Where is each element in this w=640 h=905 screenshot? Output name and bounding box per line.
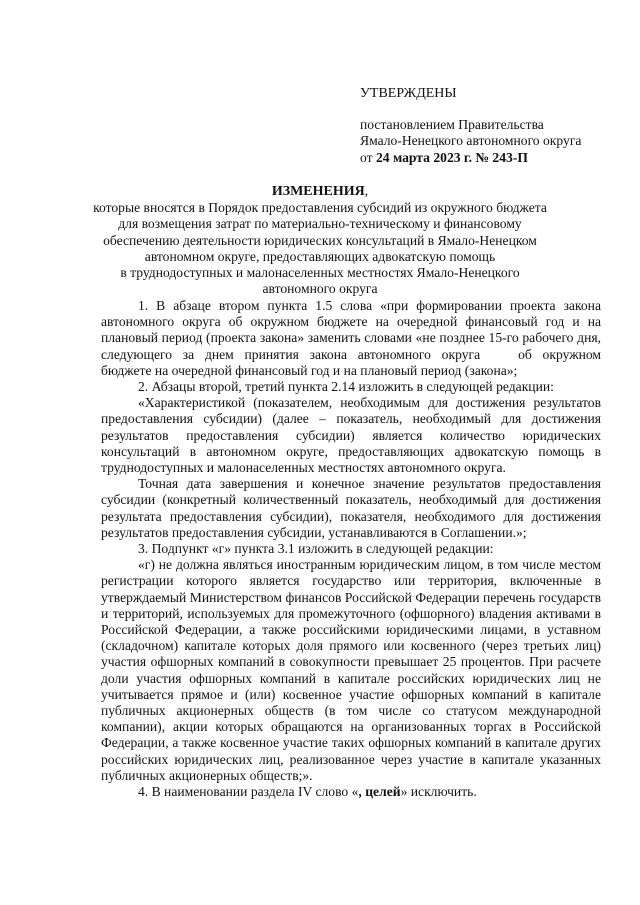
paragraph-4: Точная дата завершения и конечное значение результатов предоставления субсидии (конкретный количественный показатель, необходимый для достижения результата предоставления субсидии), показателя, необходимого для достижения результатов предоставления субсидии, устанавливаются в Соглашении.»; (101, 476, 601, 540)
title-subline-5: в труднодоступных и малонаселенных местностях Ямало-Ненецкого (120, 265, 520, 281)
title-subline-2: для возмещения затрат по материально-техническому и финансовому (118, 216, 522, 232)
document-body (101, 298, 601, 800)
paragraph-5: 3. Подпункт «г» пункта 3.1 изложить в следующей редакции: (138, 541, 494, 557)
approval-date-value: 24 марта 2023 г. № 243-П (375, 149, 528, 165)
paragraph-1: 1. В абзаце втором пункта 1.5 слова «при формировании проекта закона автономного округа об окружном бюджете на очередной финансовый год и на плановый период (проекта закона» заменить словами «не позднее 15-го рабочего дня, следующего за днем принятия закона автономного округа об окружном бюджете на очередной финансовый год и на плановый период (закона»; (101, 298, 602, 378)
paragraph-7: 4. В наименовании раздела IV слово «, целей» исключить. (138, 784, 477, 800)
approval-line-1: постановлением Правительства (360, 117, 544, 133)
title-subline-3: обеспечению деятельности юридических консультаций в Ямало-Ненецком (103, 232, 537, 248)
title-subline-1: которые вносятся в Порядок предоставления субсидий из окружного бюджета (93, 200, 547, 216)
paragraph-6: «г) не должна являться иностранным юридическим лицом, в том числе местом регистрации которого является государство или территория, включенные в утверждаемый Министерством финансов Российской Федерации перечень государств и территорий, используемых для промежуточного (офшорного) владения активами в Российской Федерации, а также российскими юридическими лицами, в уставном (складочном) капитале которых доля прямого или косвенного (через третьих лиц) участия офшорных компаний в совокупности превышает 25 процентов. При расчете доли участия офшорных компаний в капитале российских юридических лиц не учитывается прямое и (или) косвенное участие офшорных компаний в капитале публичных акционерных обществ (в том числе со статусом международной компании), акции которых обращаются на организованных торгах в Российской Федерации, а также косвенное участие таких офшорных компаний в капитале других российских юридических лиц, реализованное через участие в капитале указанных публичных акционерных обществ;». (101, 557, 601, 783)
approval-date-prefix: от (360, 149, 373, 165)
document-title: ИЗМЕНЕНИЯ, (271, 183, 369, 199)
approval-heading: УТВЕРЖДЕНЫ (360, 86, 457, 101)
approval-block (360, 86, 630, 166)
title-subline-4: автономном округе, предоставляющих адвокатскую помощь (144, 248, 496, 264)
paragraph-2: 2. Абзацы второй, третий пункта 2.14 изложить в следующей редакции: (138, 379, 554, 395)
bold-phrase: , целей (358, 784, 401, 800)
approval-date-line (360, 150, 630, 166)
document-title-block (60, 183, 580, 297)
paragraph-3: «Характеристикой (показателем, необходимым для достижения результатов предоставления субсидии) (далее – показатель, необходимый для достижения результатов предоставления субсидии) является количество юридических консультаций в автономном округе, предоставляющих адвокатскую помощь в труднодоступных и малонаселенных местностях автономного округа. (101, 395, 601, 476)
approval-line-2: Ямало-Ненецкого автономного округа (360, 133, 582, 149)
title-subline-6: автономного округа (262, 281, 378, 297)
